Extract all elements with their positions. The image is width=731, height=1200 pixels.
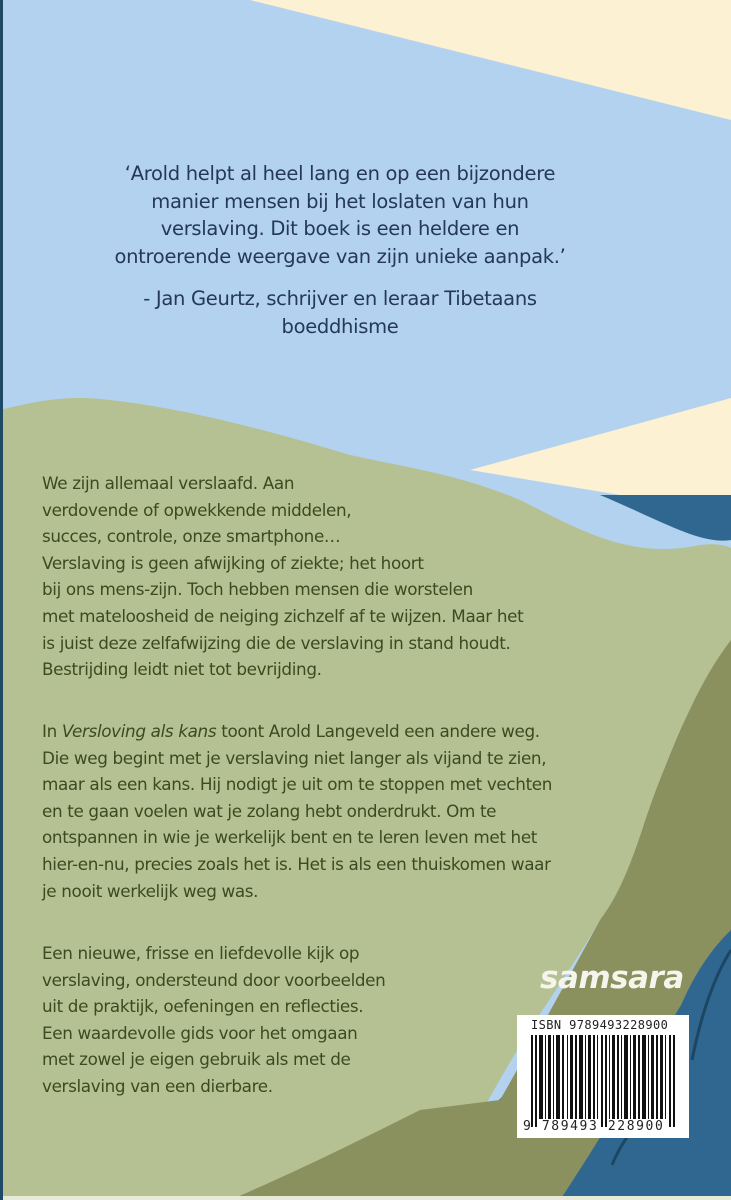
- spine-edge: [0, 0, 3, 1200]
- blurb-line: verslaving, ondersteund door voorbeelden: [42, 969, 386, 990]
- blurb-paragraph-1: [42, 470, 523, 683]
- blurb-line: je nooit werkelijk weg was.: [42, 880, 259, 901]
- isbn-digits: 9 789493 228900: [523, 1119, 665, 1134]
- blurb-line: Bestrijding leidt niet tot bevrijding.: [42, 659, 322, 680]
- blurb-line-first: [42, 718, 552, 745]
- blurb-line: maar als een kans. Hij nodigt je uit om te stoppen met vechten: [42, 774, 553, 795]
- isbn-barcode: [517, 1015, 689, 1138]
- blurb-line: met zowel je eigen gebruik als met de: [42, 1049, 351, 1070]
- quote-line: manier mensen bij het loslaten van hun: [151, 189, 529, 213]
- blurb-line: verdovende of opwekkende middelen,: [42, 499, 352, 520]
- blurb-line: is juist deze zelfafwijzing die de verslaving in stand houdt.: [42, 632, 511, 653]
- quote-line: verslaving. Dit boek is een heldere en: [160, 217, 520, 240]
- blurb-line: Die weg begint met je verslaving niet langer als vijand te zien,: [42, 747, 547, 768]
- blurb-line: succes, controle, onze smartphone…: [42, 526, 341, 547]
- blurb-line: uit de praktijk, oefeningen en reflecties.: [42, 996, 364, 1017]
- blurb-paragraph-2: [42, 718, 552, 904]
- blurb-suffix: toont Arold Langeveld een andere weg.: [216, 721, 540, 741]
- blurb-line: Een waardevolle gids voor het omgaan: [42, 1022, 358, 1043]
- quote-line: ontroerende weergave van zijn unieke aanpak.’: [114, 244, 566, 268]
- blurb-line: ontspannen in wie je werkelijk bent en te leren leven met het: [42, 827, 538, 848]
- blurb-line: Verslaving is geen afwijking of ziekte; het hoort: [42, 552, 424, 573]
- isbn-label: ISBN 9789493228900: [531, 1018, 669, 1032]
- quote-attribution: - Jan Geurtz, schrijver en leraar Tibetaans: [143, 287, 537, 310]
- quote-attribution-cont: boeddhisme: [281, 314, 399, 338]
- blurb-paragraph-3: [42, 940, 385, 1100]
- blurb-line: bij ons mens-zijn. Toch hebben mensen die worstelen: [42, 579, 473, 600]
- quote-line: ‘Arold helpt al heel lang en op een bijzondere: [124, 162, 556, 185]
- blurb-line: We zijn allemaal verslaafd. Aan: [42, 473, 295, 493]
- publisher-logo: samsara: [540, 960, 684, 996]
- blurb-line: met mateloosheid de neiging zichzelf af te wijzen. Maar het: [42, 605, 524, 626]
- book-title: Versloving als kans: [61, 721, 217, 741]
- blurb-line: en te gaan voelen wat je zolang hebt onderdrukt. Om te: [42, 800, 497, 821]
- endorsement-quote: [60, 160, 620, 340]
- blurb-line: hier-en-nu, precies zoals het is. Het is als een thuiskomen waar: [42, 853, 551, 874]
- barcode-bars: [531, 1035, 677, 1127]
- blurb-line: verslaving van een dierbare.: [42, 1075, 273, 1096]
- blurb-prefix: In: [42, 721, 62, 741]
- blurb-line: Een nieuwe, frisse en liefdevolle kijk op: [42, 943, 360, 963]
